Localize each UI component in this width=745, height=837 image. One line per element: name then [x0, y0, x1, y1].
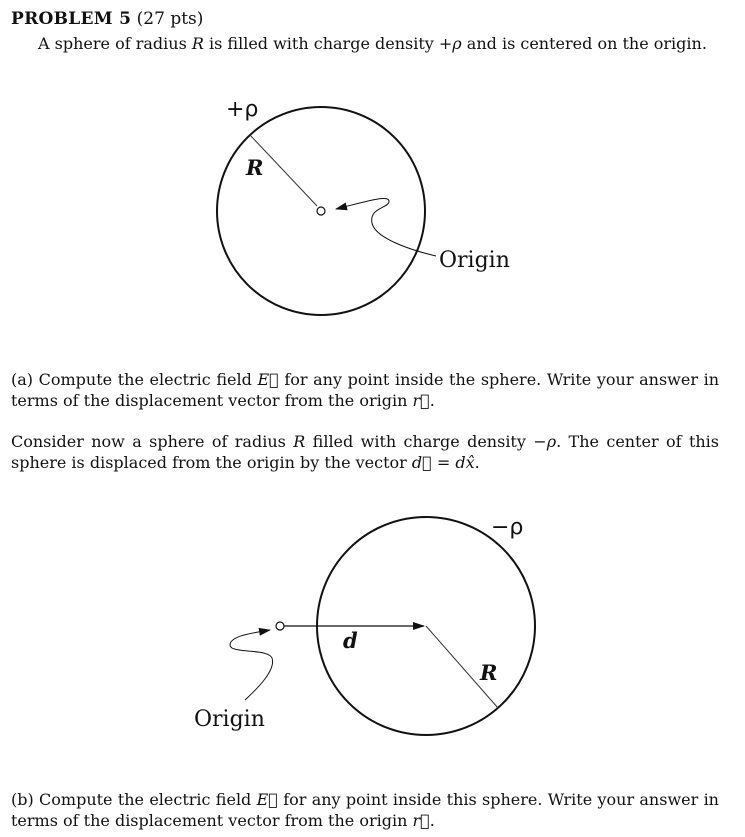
equals-sign: = [431, 453, 456, 472]
negative-charge-label: −ρ [491, 515, 524, 540]
part-a-text-1: (a) Compute the electric field [11, 370, 258, 389]
figure-1-positive-sphere [217, 97, 510, 315]
part-b-text-3: . [429, 811, 435, 830]
problem-title: PROBLEM 5 [11, 9, 132, 29]
electric-field-symbol-b: E⃗ [256, 790, 278, 809]
origin-label-1: Origin [439, 248, 510, 273]
consider-text-1: Consider now a sphere of radius [11, 432, 294, 451]
origin-marker-1 [317, 207, 325, 215]
consider-paragraph [11, 431, 719, 473]
origin-label-2: Origin [194, 707, 265, 732]
part-b-text-1: (b) Compute the electric field [11, 790, 257, 809]
positive-charge-label: +ρ [226, 97, 259, 122]
radius-label-1: R [246, 155, 264, 180]
consider-text-2: filled with charge density − [305, 432, 547, 451]
intro-text-2: is filled with charge density + [203, 34, 453, 53]
consider-text-4: . [474, 453, 480, 472]
origin-pointer-curve-2 [230, 630, 273, 700]
problem-points: (27 pts) [136, 9, 204, 29]
figure-2-negative-sphere [194, 515, 535, 735]
x-unit-vector-symbol: x̂ [465, 453, 475, 472]
consider-radius-symbol: R [293, 432, 306, 451]
consider-rho-symbol: ρ [546, 432, 557, 451]
position-vector-symbol-b: r⃗ [412, 811, 430, 830]
part-a-text-2: for any point inside the sphere. Write your answer in terms of the displacement vector from the origin [11, 370, 719, 410]
origin-marker-2 [276, 622, 284, 630]
part-b-question [11, 789, 719, 831]
radius-label-2: R [480, 660, 498, 685]
intro-radius-symbol: R [191, 34, 204, 53]
consider-text-3: . The center of this sphere is displaced from the origin by the vector [11, 432, 720, 472]
part-a-question [11, 369, 719, 411]
electric-field-symbol-a: E⃗ [257, 370, 279, 389]
displacement-label: d [343, 628, 358, 653]
displacement-vector-symbol: d⃗ [411, 453, 432, 472]
intro-rho-symbol: ρ [452, 34, 462, 53]
origin-pointer-curve-1 [336, 198, 436, 256]
intro-text-3: and is centered on the origin. [461, 34, 707, 53]
part-a-text-3: . [429, 391, 435, 410]
part-b-text-2: for any point inside this sphere. Write your answer in terms of the displacement vector from the origin [11, 790, 719, 830]
position-vector-symbol-a: r⃗ [412, 391, 430, 410]
displacement-magnitude-symbol: d [455, 453, 466, 472]
intro-text-1: A sphere of radius [38, 34, 192, 53]
